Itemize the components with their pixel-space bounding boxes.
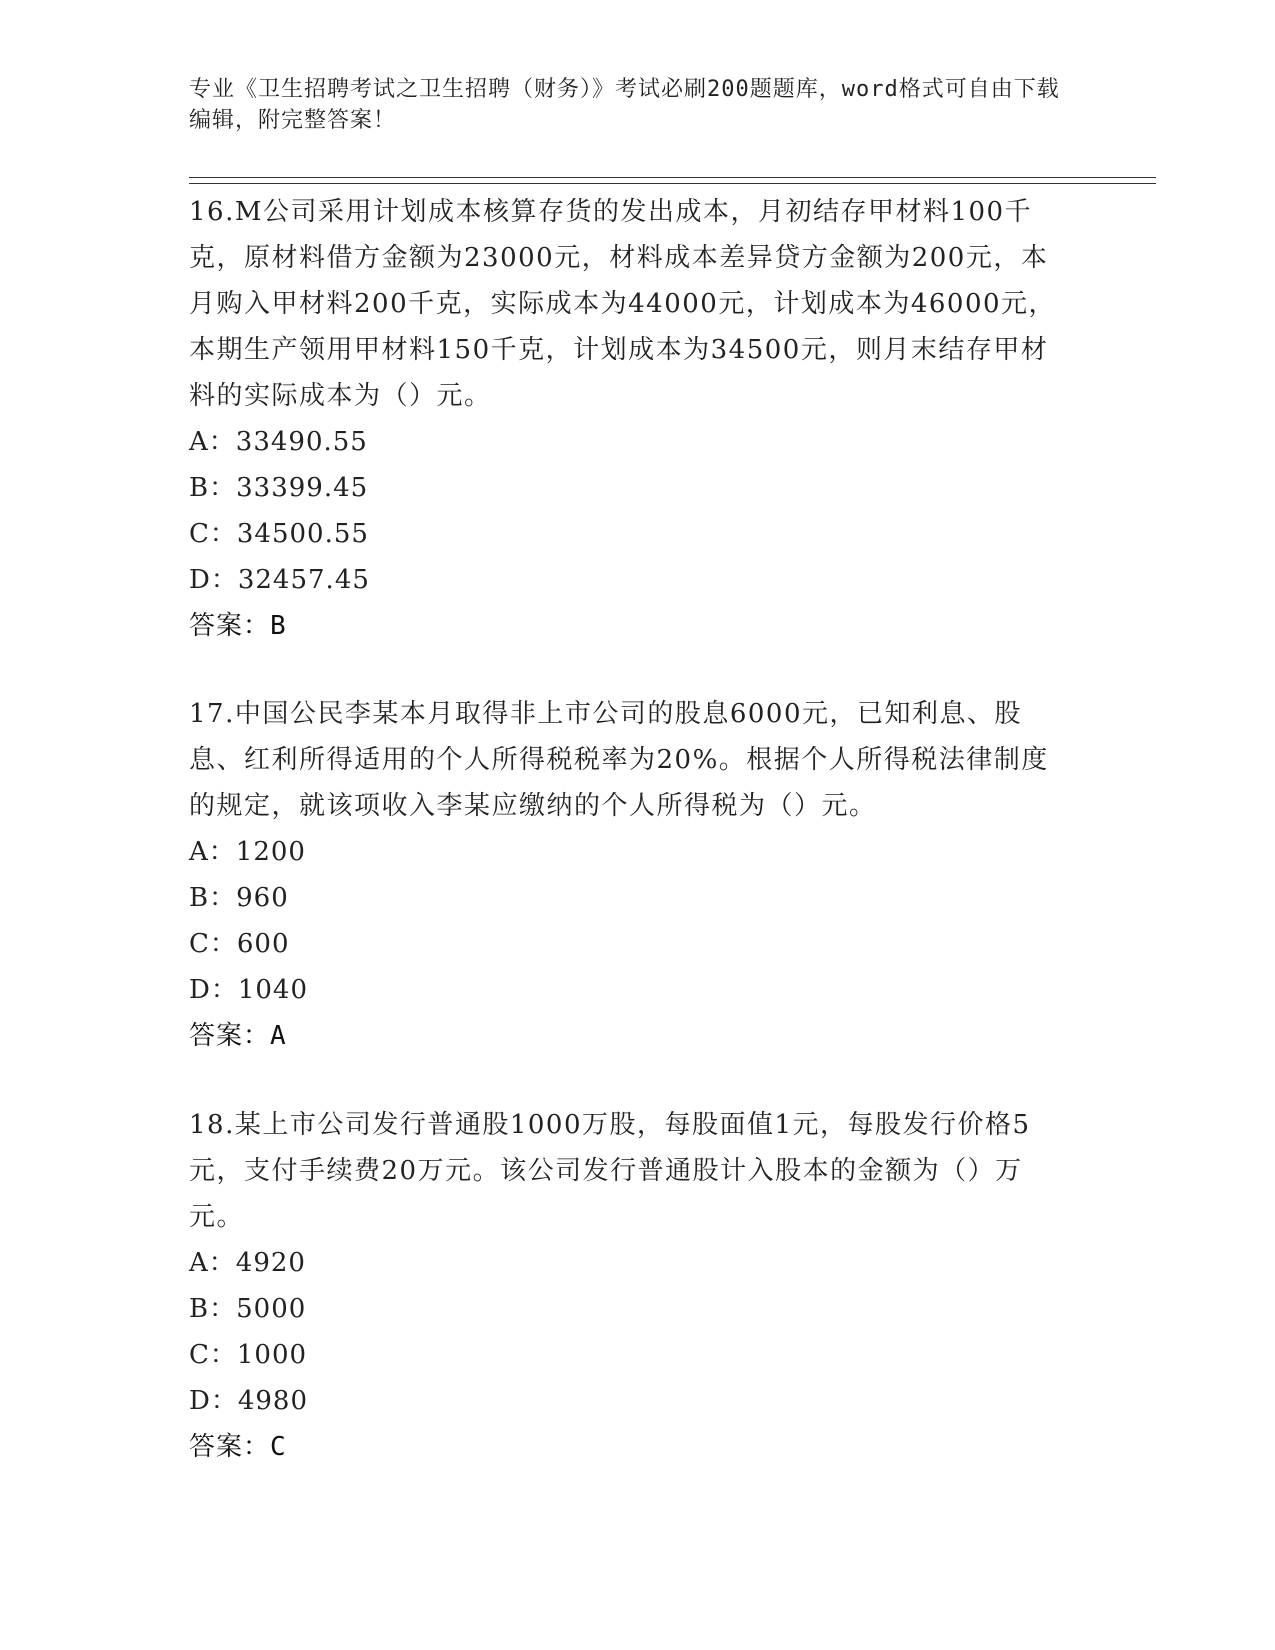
option-a: A：33490.55 xyxy=(189,427,368,457)
option-d: D：4980 xyxy=(189,1386,309,1416)
option-a: A：1200 xyxy=(189,837,306,867)
header-divider-top xyxy=(189,177,1156,178)
question-17 xyxy=(189,691,1069,1059)
option-c: C：34500.55 xyxy=(189,519,369,549)
header-divider-bottom xyxy=(189,183,1156,184)
question-text: 17.中国公民李某本月取得非上市公司的股息6000元，已知利息、股息、红利所得适用的个人所得税税率为20%。根据个人所得税法律制度的规定，就该项收入李某应缴纳的个人所得税为（）元。 xyxy=(189,699,1049,821)
option-c: C：600 xyxy=(189,929,290,959)
option-b: B：960 xyxy=(189,883,289,913)
answer-label: 答案：C xyxy=(189,1432,287,1462)
answer-label: 答案：A xyxy=(189,1021,287,1051)
question-text: 16.M公司采用计划成本核算存货的发出成本，月初结存甲材料100千克，原材料借方金额为23000元，材料成本差异贷方金额为200元，本月购入甲材料200千克，实际成本为44000元，计划成本为46000元，本期生产领用甲材料150千克，计划成本为34500元，则月末结存甲材料的实际成本为（）元。 xyxy=(189,197,1057,411)
option-d: D：1040 xyxy=(189,975,309,1005)
question-16 xyxy=(189,189,1069,649)
header-note: 专业《卫生招聘考试之卫生招聘（财务）》考试必刷200题题库，word格式可自由下载编辑，附完整答案！ xyxy=(189,77,1060,133)
option-b: B：5000 xyxy=(189,1294,307,1324)
option-a: A：4920 xyxy=(189,1248,306,1278)
answer-label: 答案：B xyxy=(189,611,287,641)
option-c: C：1000 xyxy=(189,1340,308,1370)
question-18 xyxy=(189,1102,1069,1470)
question-text: 18.某上市公司发行普通股1000万股，每股面值1元，每股发行价格5元，支付手续费20万元。该公司发行普通股计入股本的金额为（）万元。 xyxy=(189,1110,1031,1232)
option-b: B：33399.45 xyxy=(189,473,369,503)
option-d: D：32457.45 xyxy=(189,565,370,595)
